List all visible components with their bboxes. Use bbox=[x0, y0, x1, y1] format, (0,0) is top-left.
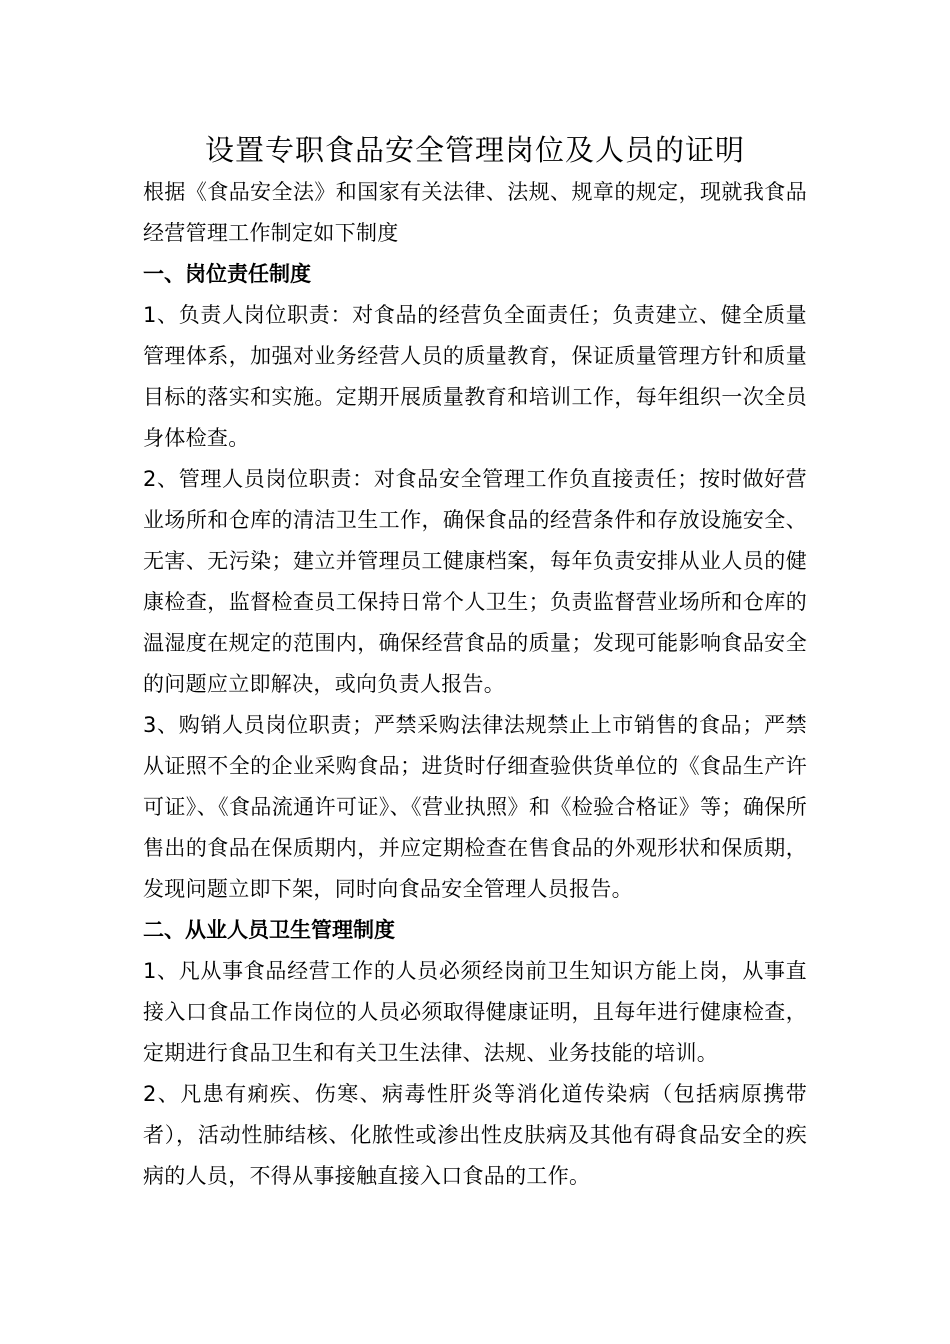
section-staff-hygiene bbox=[143, 910, 807, 1197]
intro-paragraph: 根据《食品安全法》和国家有关法律、法规、规章的规定，现就我食品经营管理工作制定如下制度 bbox=[143, 180, 807, 245]
section-heading: 一、岗位责任制度 bbox=[143, 262, 311, 286]
document-title: 设置专职食品安全管理岗位及人员的证明 bbox=[204, 133, 745, 167]
section-paragraph: 2、管理人员岗位职责：对食品安全管理工作负直接责任；按时做好营业场所和仓库的清洁卫生工作，确保食品的经营条件和存放设施安全、无害、无污染；建立并管理员工健康档案，每年负责安排从业人员的健康检查，监督检查员工保持日常个人卫生；负责监督营业场所和仓库的温湿度在规定的范围内，确保经营食品的质量；发现可能影响食品安全的问题应立即解决，或向负责人报告。 bbox=[143, 467, 807, 696]
section-job-responsibility bbox=[143, 254, 807, 910]
section-paragraph: 2、凡患有痢疾、伤寒、病毒性肝炎等消化道传染病（包括病原携带者），活动性肺结核、化脓性或渗出性皮肤病及其他有碍食品安全的疾病的人员，不得从事接触直接入口食品的工作。 bbox=[143, 1082, 807, 1188]
section-heading: 二、从业人员卫生管理制度 bbox=[143, 918, 395, 942]
section-paragraph: 1、凡从事食品经营工作的人员必须经岗前卫生知识方能上岗，从事直接入口食品工作岗位的人员必须取得健康证明，且每年进行健康检查，定期进行食品卫生和有关卫生法律、法规、业务技能的培训。 bbox=[143, 959, 807, 1065]
section-paragraph: 3、购销人员岗位职责；严禁采购法律法规禁止上市销售的食品；严禁从证照不全的企业采购食品；进货时仔细查验供货单位的《食品生产许可证》、《食品流通许可证》、《营业执照》和《检验合格证》等；确保所售出的食品在保质期内，并应定期检查在售食品的外观形状和保质期，发现问题立即下架，同时向食品安全管理人员报告。 bbox=[143, 713, 807, 901]
section-paragraph: 1、负责人岗位职责：对食品的经营负全面责任；负责建立、健全质量管理体系，加强对业务经营人员的质量教育，保证质量管理方针和质量目标的落实和实施。定期开展质量教育和培训工作，每年组织一次全员身体检查。 bbox=[143, 303, 807, 450]
document-page bbox=[143, 130, 807, 1197]
